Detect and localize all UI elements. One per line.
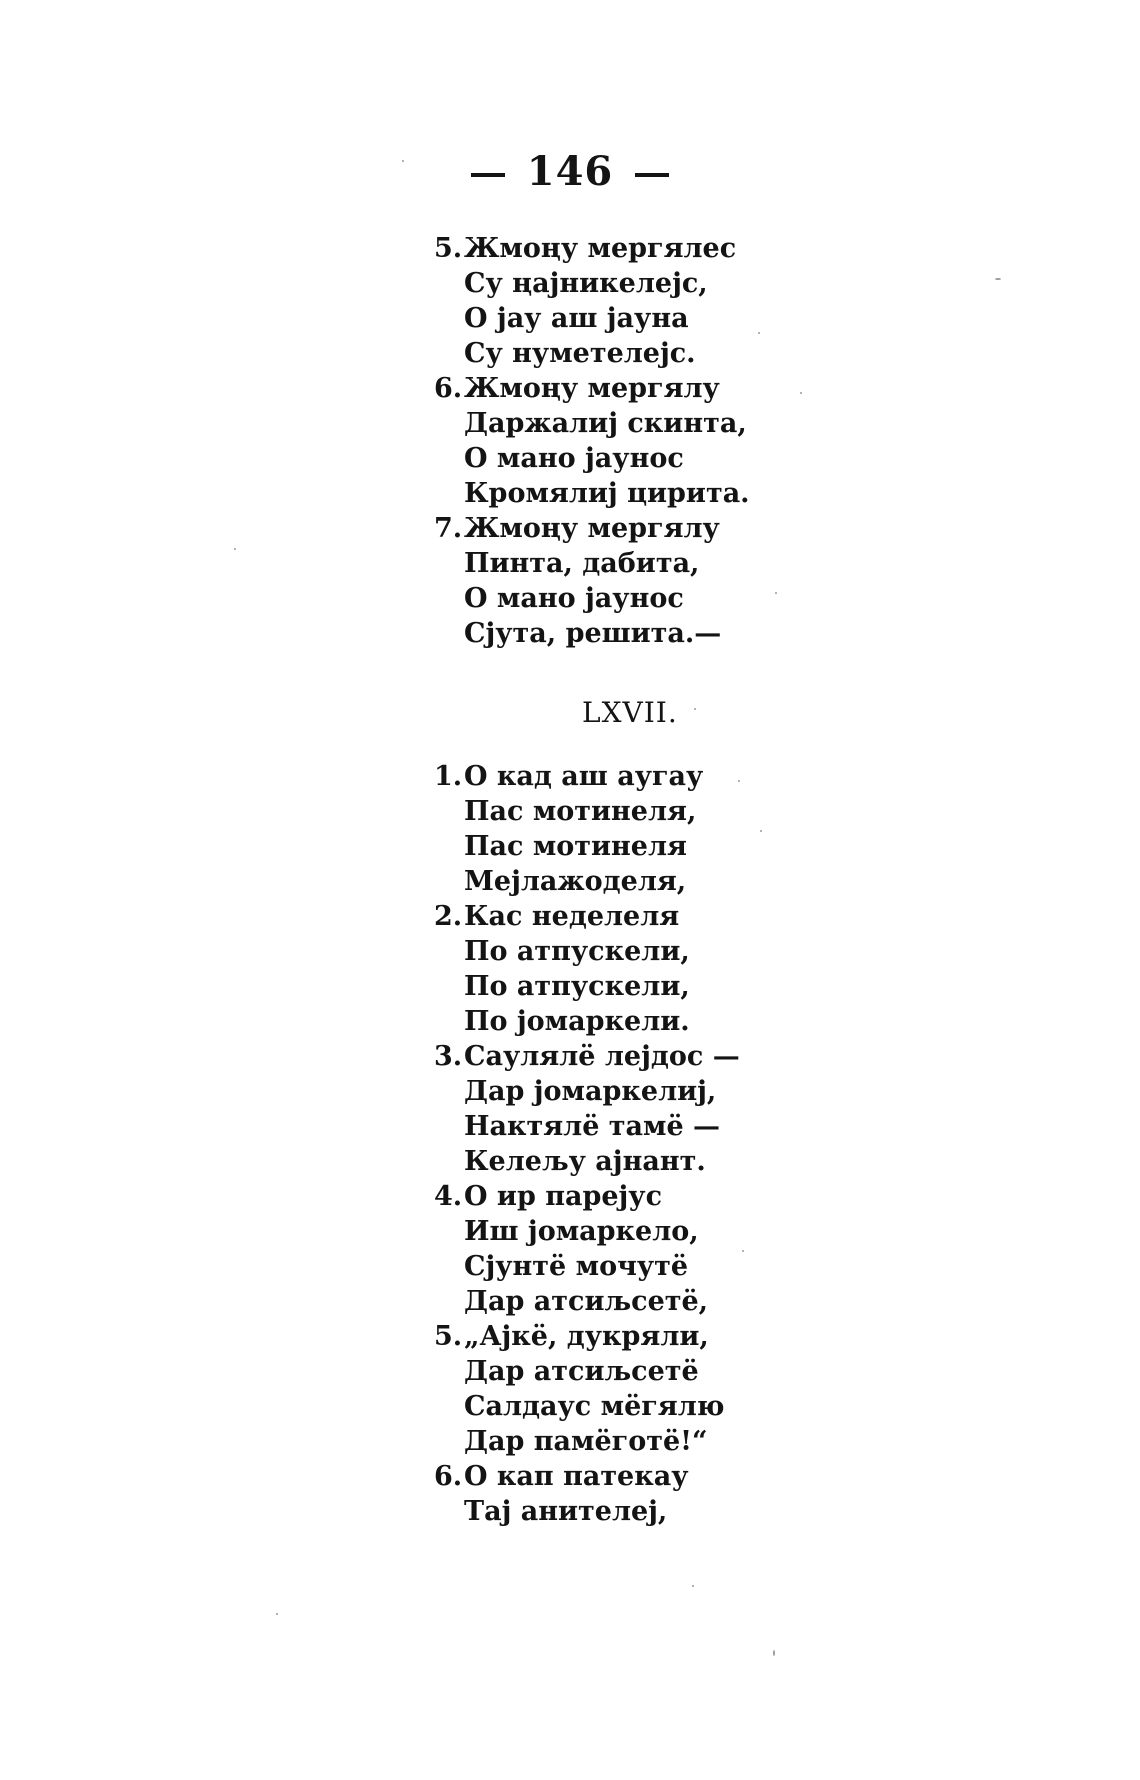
stanza-number: 1. (434, 761, 463, 792)
verse-line (434, 1040, 740, 1074)
scan-speck (234, 548, 236, 550)
verse-text: Пинта, дабита, (464, 548, 700, 579)
verse-line (464, 1215, 699, 1249)
verse-text: Саулялё лејдос — (464, 1041, 740, 1072)
scan-speck (276, 1613, 278, 1615)
stanza-number: 6. (434, 1461, 463, 1492)
verse-line (434, 900, 679, 934)
scan-speck (995, 278, 1001, 280)
verse-line (464, 1425, 708, 1459)
verse-text: Кас неделеля (464, 901, 680, 932)
verse-line (434, 760, 703, 794)
verse-line (464, 795, 696, 829)
page-number-text: 146 (526, 148, 614, 195)
verse-line (434, 372, 720, 406)
verse-text: Жмоңу мергялу (464, 513, 720, 544)
verse-text: Сјута, решита.— (464, 618, 722, 649)
verse-text: Дар атсиљсетё, (464, 1286, 709, 1317)
stanza-number: 5. (434, 1321, 463, 1352)
scan-speck (800, 392, 802, 394)
verse-line (434, 1180, 662, 1214)
verse-text: Тај анителеј, (464, 1496, 668, 1527)
stanza-number: 3. (434, 1041, 463, 1072)
verse-line (464, 302, 689, 336)
scan-speck (738, 780, 740, 782)
verse-line (464, 407, 747, 441)
verse-text: О мано јаунос (464, 443, 684, 474)
verse-text: Су ңајникелејс, (464, 268, 708, 299)
verse-text: Даржалиј скинта, (464, 408, 747, 439)
stanza-number: 5. (434, 233, 463, 264)
verse-text: О кап патекау (464, 1461, 689, 1492)
verse-line (464, 477, 750, 511)
verse-line (434, 1460, 689, 1494)
verse-text: О кад аш аугау (464, 761, 704, 792)
verse-line (464, 547, 699, 581)
verse-text: По јомаркели. (464, 1006, 690, 1037)
verse-text: Жмоңу мергялу (464, 373, 720, 404)
verse-line (464, 935, 690, 969)
verse-line (464, 1075, 716, 1109)
verse-line (464, 830, 687, 864)
scan-speck (760, 830, 762, 832)
verse-text: Мејлажоделя, (464, 866, 687, 897)
verse-line (464, 1005, 690, 1039)
verse-line (464, 582, 684, 616)
verse-text: Дар јомаркелиј, (464, 1076, 717, 1107)
verse-text: Пас мотинеля, (464, 796, 697, 827)
dash-right (635, 173, 669, 177)
verse-line (434, 232, 736, 266)
verse-text: „Ајкё, дукряли, (464, 1321, 709, 1352)
verse-line (464, 1110, 720, 1144)
verse-text: Иш јомаркело, (464, 1216, 699, 1247)
verse-text: Дар атсиљсетё (464, 1356, 699, 1387)
verse-text: Пас мотинеля (464, 831, 687, 862)
verse-line (434, 512, 720, 546)
scan-speck (694, 708, 696, 710)
scan-speck (758, 332, 760, 334)
verse-line (464, 1355, 699, 1389)
verse-line (464, 442, 684, 476)
scan-speck (742, 1250, 744, 1252)
verse-text: О мано јаунос (464, 583, 684, 614)
verse-line (464, 1495, 667, 1529)
scan-speck (692, 1585, 694, 1587)
verse-text: Дар памёготё!“ (464, 1426, 708, 1457)
verse-line (434, 1320, 709, 1354)
verse-text: Жмоңу мергялес (464, 233, 737, 264)
verse-line (464, 617, 721, 651)
verse-line (464, 1145, 706, 1179)
verse-text: Сјунтё мочутё (464, 1251, 689, 1282)
stanza-number: 7. (434, 513, 463, 544)
verse-text: Кромялиј цирита. (464, 478, 750, 509)
stanza-number: 4. (434, 1181, 463, 1212)
verse-line (464, 1250, 688, 1284)
verse-text: Салдаус мёгялю (464, 1391, 725, 1422)
scan-speck (773, 1650, 775, 1656)
verse-text: Нактялё тамё — (464, 1111, 721, 1142)
verse-text: О ир парејус (464, 1181, 663, 1212)
dash-left (471, 173, 505, 177)
verse-text: По атпускели, (464, 971, 690, 1002)
scan-speck (402, 160, 404, 162)
scan-speck (775, 592, 777, 594)
verse-text: По атпускели, (464, 936, 690, 967)
stanza-number: 6. (434, 373, 463, 404)
section-heading: LXVII. (582, 696, 678, 729)
page-number (0, 148, 1140, 195)
verse-line (464, 337, 696, 371)
verse-line (464, 1285, 708, 1319)
verse-text: О јау аш јауна (464, 303, 689, 334)
verse-line (464, 1390, 724, 1424)
stanza-number: 2. (434, 901, 463, 932)
verse-line (464, 267, 708, 301)
verse-line (464, 970, 690, 1004)
verse-text: Келељу ајнант. (464, 1146, 706, 1177)
verse-line (464, 865, 686, 899)
verse-text: Су нуметелејс. (464, 338, 696, 369)
